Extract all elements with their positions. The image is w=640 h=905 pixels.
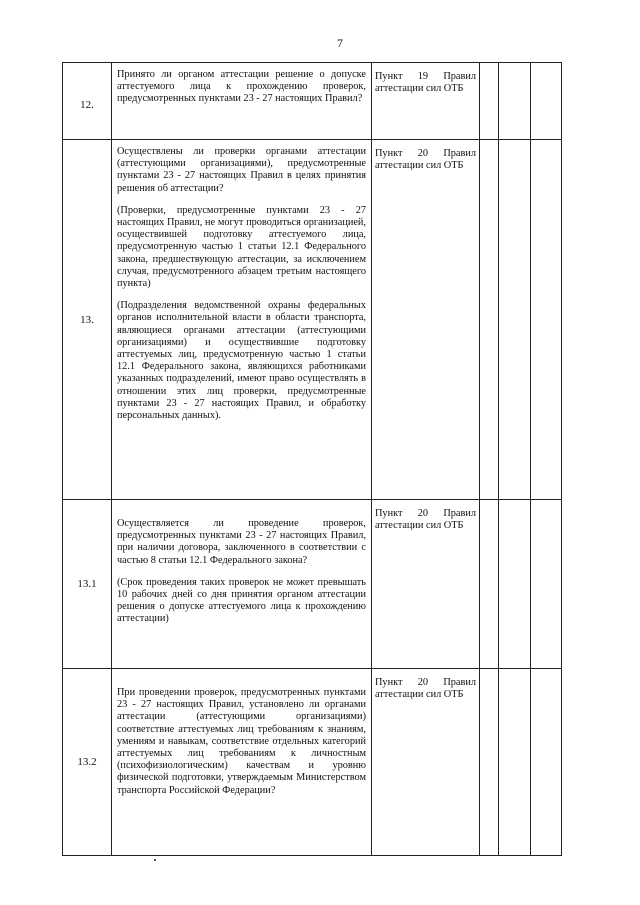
row-reference: Пункт 20 Правил аттестации сил ОТБ [372, 669, 480, 855]
table-row [62, 62, 562, 140]
checklist-table [62, 62, 562, 856]
question-text: Осуществлены ли проверки органами аттестации (аттестующими организациями), предусмотренные пунктами 23 - 27 настоящих Правил в целях принятия решения об аттестации? [117, 146, 366, 194]
answer-cell-3 [530, 140, 567, 499]
row-number: 13.1 [63, 500, 112, 668]
row-reference: Пункт 19 Правил аттестации сил ОТБ [372, 63, 480, 139]
row-question [111, 63, 372, 139]
answer-cell-1 [480, 63, 499, 139]
row-number: 12. [63, 63, 112, 139]
answer-cell-1 [480, 500, 499, 668]
table-row [62, 140, 562, 500]
row-question [111, 140, 372, 499]
answer-cell-2 [498, 63, 531, 139]
question-text: Принято ли органом аттестации решение о допуске аттестуемого лица к прохождению проверок, предусмотренных пунктами 23 - 27 настоящих Правил? [117, 69, 366, 105]
question-note: (Проверки, предусмотренные пунктами 23 - 27 настоящих Правил, не могут проводиться организацией, осуществившей подготовку аттестуемого лица, предусмотренную частью 1 статьи 12.1 Федерального закона, предшествующую аттестации, за исключением случая, предусмотренного абзацем третьим настоящего пункта) [117, 204, 366, 290]
question-note: (Подразделения ведомственной охраны федеральных органов исполнительной власти в области транспорта, являющиеся органами аттестации (аттестующими организациями) и осуществившие подготовку аттестуемых лиц, предусмотренную частью 1 статьи 12.1 Федерального закона, являющихся работниками указанных подразделений, имеют право осуществлять в отношении этих лиц проверки, предусмотренные пунктами 23 - 27 настоящих Правил, и обработку персональных данных). [117, 300, 366, 422]
question-text: При проведении проверок, предусмотренных пунктами 23 - 27 настоящих Правил, установлено ли органами аттестации (аттестующими организациями) соответствие аттестуемых лиц требованиям к знаниям, умениям и навыкам, соответствие отдельных категорий аттестуемых лиц требованиям к личностным (психофизиологическим) качествам и уровню физической подготовки, утверждаемым Министерством транспорта Российской Федерации? [117, 687, 366, 796]
row-number: 13.2 [63, 669, 112, 855]
answer-cell-3 [530, 63, 567, 139]
answer-cell-1 [480, 669, 499, 855]
table-row [62, 669, 562, 856]
answer-cell-2 [498, 500, 531, 668]
row-reference: Пункт 20 Правил аттестации сил ОТБ [372, 140, 480, 499]
answer-cell-3 [530, 500, 567, 668]
answer-cell-3 [530, 669, 567, 855]
row-reference: Пункт 20 Правил аттестации сил ОТБ [372, 500, 480, 668]
answer-cell-2 [498, 669, 531, 855]
page-number: 7 [337, 36, 343, 50]
answer-cell-1 [480, 140, 499, 499]
row-question [111, 669, 372, 855]
scan-dot [154, 859, 156, 861]
table-row [62, 500, 562, 669]
answer-cell-2 [498, 140, 531, 499]
row-question [111, 500, 372, 668]
row-number: 13. [63, 140, 112, 499]
question-text: Осуществляется ли проведение проверок, предусмотренных пунктами 23 - 27 настоящих Правил, при наличии договора, заключенного в соответствии с частью 8 статьи 12.1 Федерального закона? [117, 518, 366, 566]
question-note: (Срок проведения таких проверок не может превышать 10 рабочих дней со дня принятия органом аттестации решения о допуске аттестуемого лица к прохождению аттестации) [117, 576, 366, 625]
